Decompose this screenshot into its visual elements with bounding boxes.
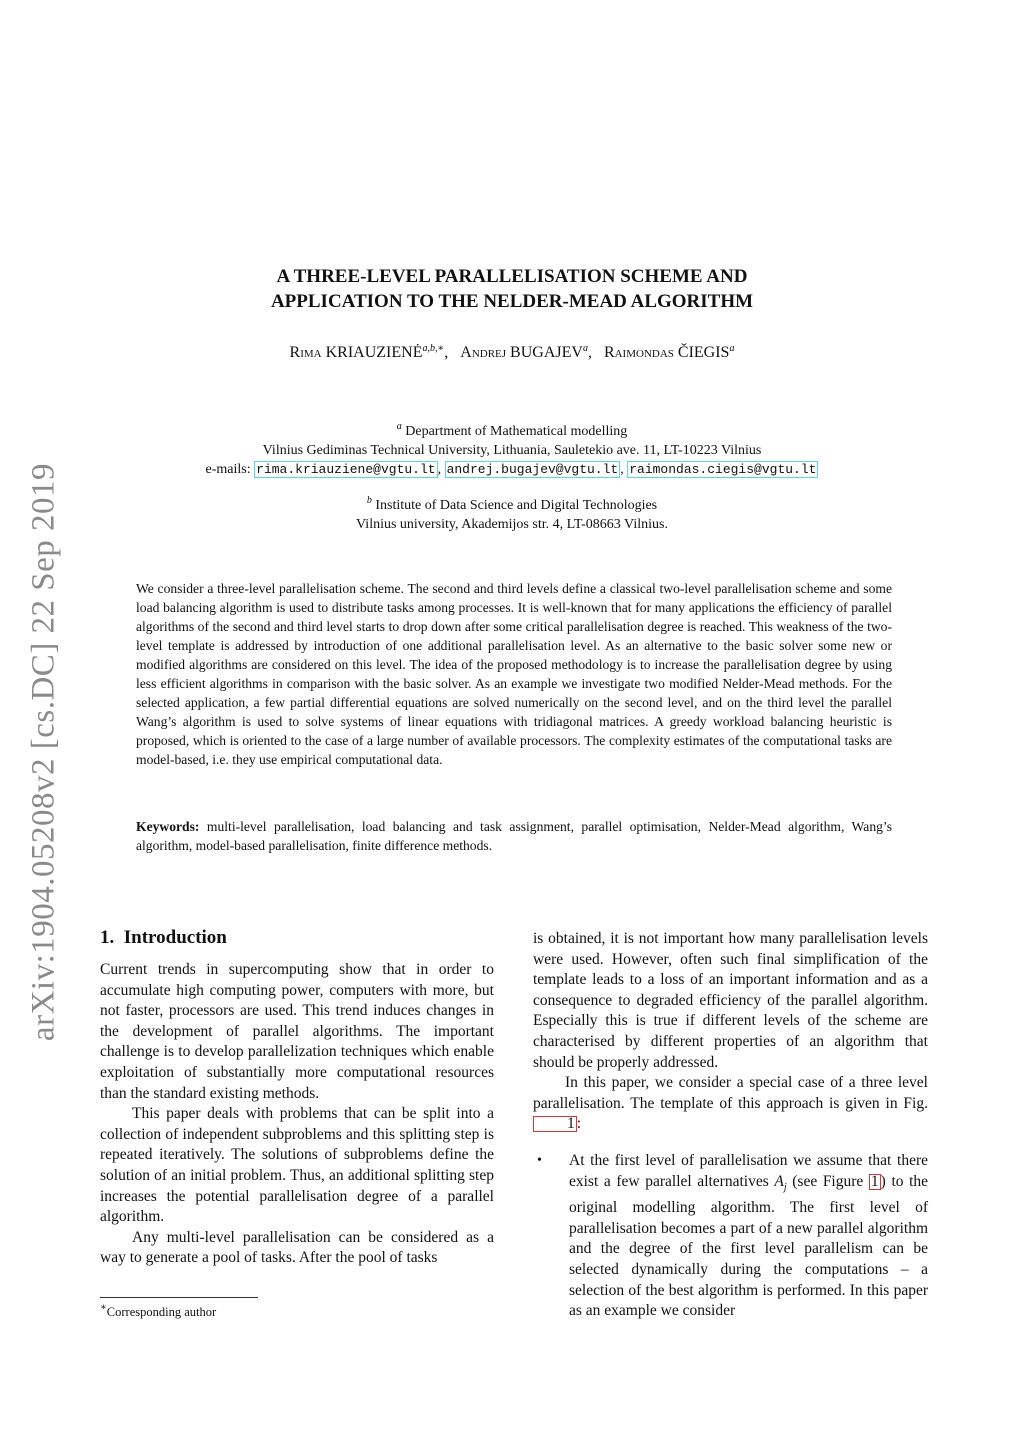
email-link-3[interactable]: raimondas.ciegis@vgtu.lt (629, 462, 817, 477)
affiliation-a-line2: Vilnius Gediminas Technical University, Lithuania, Sauletekio ave. 11, LT-10223 Vilnius (262, 443, 762, 458)
keywords-label: Keywords: (136, 819, 200, 834)
footnote: ∗Corresponding author (100, 1302, 217, 1319)
email-line: e-mails: rima.kriauziene@vgtu.lt , andrej.bugajev@vgtu.lt , raimondas.ciegis@vgtu.lt (205, 462, 817, 477)
title-line-1: A THREE-LEVEL PARALLELISATION SCHEME AND (276, 266, 748, 287)
affiliation-b-line2: Vilnius university, Akademijos str. 4, LT-08663 Vilnius. (356, 517, 668, 532)
affiliation-a (100, 417, 924, 479)
paper-title (140, 264, 884, 314)
left-column (100, 960, 494, 1269)
right-column (533, 929, 928, 1322)
keywords-text: multi-level parallelisation, load balancing and task assignment, parallel optimisation, Nelder-Mead algorithm, Wang’s algorithm, model-based parallelisation, finite difference methods. (136, 819, 892, 853)
affiliation-b-marker: b (366, 495, 372, 506)
affiliation-b (100, 491, 924, 534)
affiliation-a-line1: Department of Mathematical modelling (405, 424, 628, 439)
right-paragraph-2: In this paper, we consider a special case of a three level parallelisation. The template of this approach is given in Fig. 1 : (533, 1074, 928, 1133)
author-list (140, 343, 884, 362)
figure-ref-link[interactable]: 1 (533, 1116, 577, 1132)
intro-paragraph-1: Current trends in supercomputing show that in order to accumulate high computing power, computers with more, but not faster, processors are used. This trend induces changes in the development of parallel algorithms. The important challenge is to develop parallelization techniques which enable exploitation of substantially more computational resources than the standard existing methods. (100, 961, 494, 1102)
affiliation-a-marker: a (396, 421, 402, 432)
author-2: Andrej BUGAJEV$^a$, (460, 343, 592, 361)
intro-paragraph-2: This paper deals with problems that can be split into a collection of independent subproblems and this splitting step is repeated iteratively. The solutions of subproblems define the solution of an initial problem. Thus, an additional splitting step increases the potential parallelisation degree of a parallel algorithm. (100, 1105, 494, 1226)
intro-paragraph-3: Any multi-level parallelisation can be considered as a way to generate a pool of tasks. After the pool of tasks (100, 1228, 494, 1267)
arxiv-side-label: arXiv:1904.05208v2 [cs.DC] 22 Sep 2019 (25, 462, 62, 1042)
author-3: Raimondas ČIEGIS$^a$ (603, 343, 735, 361)
figure-ref-link-2[interactable]: 1 (870, 1172, 879, 1190)
author-1: Rima $KRIAUZIENĖ^{a,b,∗}$, (289, 343, 449, 361)
section-heading: 1. Introduction (100, 927, 227, 948)
bullet-item: • At the first level of parallelisation we assume that there exist a few parallel alternatives $A_j$ (see Figure 1 ) to the original modelling algorithm. The first level of parallelisation becomes a part of a new parallel algorithm and the degree of the first level parallelism can be selected dynamically during the computations – a selection of the best algorithm is performed. In this paper as an example we consider (537, 1151, 929, 1320)
affiliation-b-line1: Institute of Data Science and Digital Technologies (375, 498, 658, 513)
email-link-2[interactable]: andrej.bugajev@vgtu.lt (446, 462, 619, 477)
keywords (136, 817, 892, 855)
abstract: We consider a three-level parallelisation scheme. The second and third levels define a classical two-level parallelisation scheme and some load balancing algorithm is used to distribute tasks among processes. It is well-known that for many applications the efficiency of parallel algorithms of the second and third level starts to drop down after some critical parallelisation degree is reached. This weakness of the two-level template is addressed by introduction of one additional parallelisation level. As an alternative to the basic solver some new or modified algorithms are considered on this level. The idea of the proposed methodology is to increase the parallelisation degree by using less efficient algorithms in comparison with the basic solver. As an example we investigate two modified Nelder-Mead methods. For the selected application, a few partial differential equations are solved numerically on the second level, and on the third level the parallel Wang’s algorithm is used to solve systems of linear equations with tridiagonal matrices. A greedy workload balancing heuristic is proposed, which is oriented to the case of a large number of available processors. The complexity estimates of the computational tasks are model-based, i.e. they use empirical computational data. (136, 581, 892, 767)
math-symbol: $A_j$ (774, 1172, 787, 1193)
bullet-icon: • (537, 1152, 542, 1168)
title-line-2: APPLICATION TO THE NELDER-MEAD ALGORITHM (270, 291, 754, 312)
right-paragraph-1: is obtained, it is not important how many parallelisation levels were used. However, often such final simplification of the template leads to a loss of an important information and as a consequence to degraded efficiency of the parallel algorithm. Especially this is true if different levels of the scheme are characterised by different properties of an algorithm that should be properly addressed. (533, 930, 928, 1071)
email-link-1[interactable]: rima.kriauziene@vgtu.lt (256, 462, 436, 477)
footnote-rule (100, 1297, 258, 1298)
